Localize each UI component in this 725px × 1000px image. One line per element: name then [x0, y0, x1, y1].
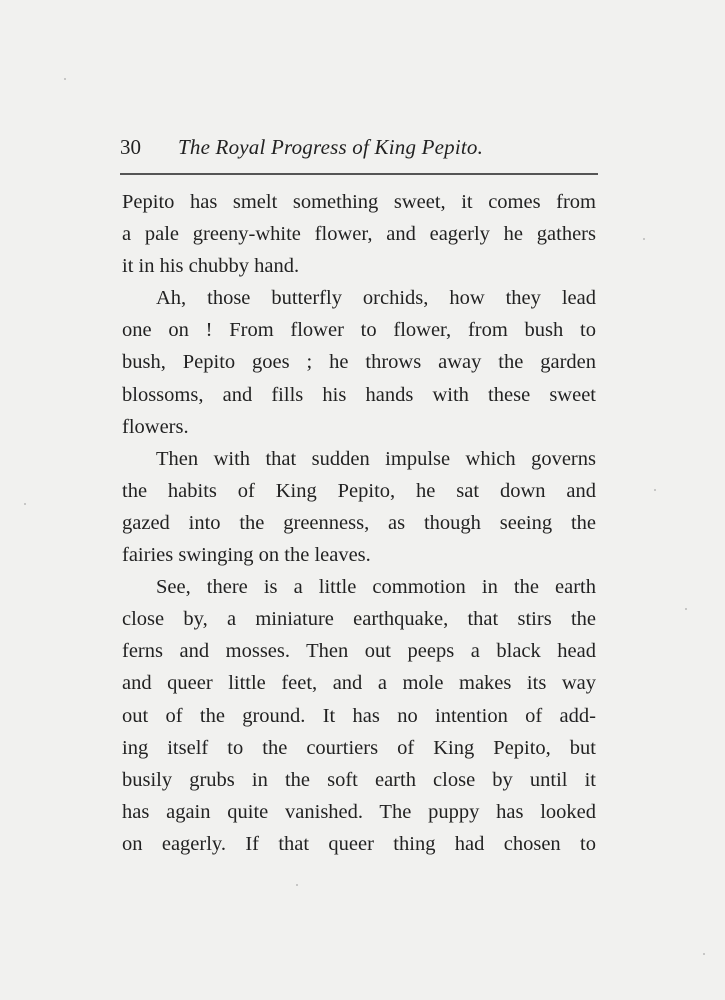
text-line: the habits of King Pepito, he sat down and	[122, 479, 596, 502]
paper-speck	[654, 489, 656, 491]
text-line: Pepito has smelt something sweet, it comes from	[122, 191, 596, 213]
page-header	[120, 130, 595, 164]
text-line: Ah, those butterfly orchids, how they lead	[156, 287, 596, 310]
page-number: 30	[120, 135, 141, 159]
text-line: ferns and mosses. Then out peeps a black head	[122, 640, 596, 663]
paper-speck	[64, 78, 66, 80]
text-line: and queer little feet, and a mole makes its way	[122, 672, 596, 695]
text-line: it in his chubby hand.	[122, 255, 300, 278]
text-line: blossoms, and fills his hands with these sweet	[122, 383, 596, 406]
text-line: ing itself to the courtiers of King Pepito, but	[122, 736, 596, 759]
text-line: gazed into the greenness, as though seeing the	[122, 511, 596, 534]
paper-speck	[685, 608, 687, 610]
text-line: busily grubs in the soft earth close by until it	[122, 768, 596, 791]
text-line: Then with that sudden impulse which governs	[156, 447, 596, 470]
text-line: one on ! From flower to flower, from bush to	[122, 319, 596, 342]
paper-speck	[703, 953, 705, 955]
text-line: has again quite vanished. The puppy has looked	[122, 800, 596, 823]
text-line: close by, a miniature earthquake, that stirs the	[122, 608, 596, 631]
text-line: a pale greeny-white flower, and eagerly he gathers	[122, 223, 596, 246]
text-line: bush, Pepito goes ; he throws away the garden	[122, 351, 596, 374]
text-line: See, there is a little commotion in the earth	[156, 576, 596, 599]
running-title: The Royal Progress of King Pepito.	[178, 135, 484, 159]
paper-speck	[296, 884, 298, 886]
paper-speck	[24, 503, 26, 505]
text-line: fairies swinging on the leaves.	[122, 544, 371, 567]
body-text	[122, 186, 596, 860]
text-line: on eagerly. If that queer thing had chosen to	[122, 832, 596, 855]
paper-speck	[643, 238, 645, 240]
header-rule	[120, 173, 598, 175]
text-line: out of the ground. It has no intention of add-	[122, 704, 596, 727]
text-line: flowers.	[122, 415, 189, 438]
